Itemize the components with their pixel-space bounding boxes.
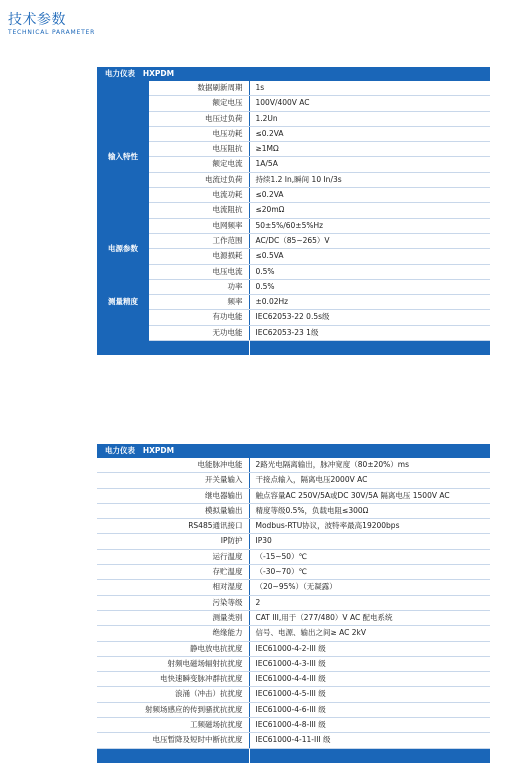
param-name: 射频电磁场辐射抗扰度 [97,656,249,671]
param-value: ≤0.2VA [249,188,490,203]
param-value: IEC61000-4-5-III 级 [249,687,490,702]
param-value: ≤0.5VA [249,249,490,264]
table-row [97,203,490,218]
param-name: 工频磁场抗扰度 [97,718,249,733]
param-value: 精度等级0.5%，负载电阻≤300Ω [249,503,490,518]
param-value: （-15~50）℃ [249,549,490,564]
param-name: 浪涌（冲击）抗扰度 [97,687,249,702]
param-name: 继电器输出 [97,488,249,503]
param-value: 1A/5A [249,157,490,172]
table-footer-cell [97,341,249,356]
param-name: IP防护 [97,534,249,549]
param-name: 电压暂降及短时中断抗扰度 [97,733,249,748]
header-model: HXPDM [142,69,175,78]
table-row [97,279,490,294]
table-row [97,687,490,702]
table-row [97,702,490,717]
table-row [97,218,490,233]
param-name: 电压阻抗 [149,142,249,157]
table-row [97,733,490,748]
table-header-cell [97,444,490,458]
table-row [97,188,490,203]
table-header-row [97,444,490,458]
param-value: （-30~70）℃ [249,565,490,580]
table-row [97,641,490,656]
param-name: 数据刷新周期 [149,81,249,96]
param-name: 射频场感应的传到骚扰抗扰度 [97,702,249,717]
table-row [97,718,490,733]
table-row [97,549,490,564]
table-row [97,672,490,687]
table-row [97,111,490,126]
param-name: 电压电流 [149,264,249,279]
param-value: Modbus-RTU协议，波特率最高19200bps [249,519,490,534]
input-spec-table [97,67,490,355]
param-value: 1s [249,81,490,96]
param-name: 电压功耗 [149,126,249,141]
table-footer-cell [97,748,249,763]
param-name: 电网频率 [149,218,249,233]
table-footer-row [97,341,490,356]
table-header-cell [97,67,490,81]
table-row [97,233,490,248]
param-name: 绝缘能力 [97,626,249,641]
table-row [97,325,490,340]
param-value: 持续1.2 In,瞬间 10 In/3s [249,172,490,187]
param-value: IP30 [249,534,490,549]
table-row [97,503,490,518]
header-label: 电力仪表 [105,69,135,78]
page-title: 技术参数 [8,12,66,28]
param-name: 存贮温度 [97,565,249,580]
param-name: 额定电流 [149,157,249,172]
table-row [97,626,490,641]
param-name: 有功电能 [149,310,249,325]
table-row [97,610,490,625]
group-label: 电源参数 [97,233,149,264]
table-row [97,142,490,157]
header-spacer [135,446,143,455]
param-value: 2路光电隔离输出，脉冲宽度（80±20%）ms [249,458,490,473]
param-value: CAT III,用于（277/480）V AC 配电系统 [249,610,490,625]
param-value: AC/DC（85~265）V [249,233,490,248]
param-value: 0.5% [249,264,490,279]
page-header [8,12,95,36]
param-value: 触点容量AC 250V/5A或DC 30V/5A 隔离电压 1500V AC [249,488,490,503]
param-value: 信号、电源、输出之间≥ AC 2kV [249,626,490,641]
table-row [97,126,490,141]
header-spacer [135,69,143,78]
param-name: 频率 [149,295,249,310]
table-footer-row [97,748,490,763]
table-row [97,295,490,310]
param-name: 工作范围 [149,233,249,248]
param-name: 电源损耗 [149,249,249,264]
table-row [97,595,490,610]
param-name: 电快速瞬变脉冲群抗扰度 [97,672,249,687]
param-name: 电能脉冲电能 [97,458,249,473]
param-name: 开关量输入 [97,473,249,488]
param-name: 电流功耗 [149,188,249,203]
table-row [97,458,490,473]
param-name: 相对湿度 [97,580,249,595]
group-label: 输入特性 [97,81,149,233]
group-label: 测量精度 [97,264,149,340]
table-row [97,249,490,264]
param-value: ±0.02Hz [249,295,490,310]
param-value: IEC61000-4-6-III 级 [249,702,490,717]
param-value: 1.2Un [249,111,490,126]
table-row [97,656,490,671]
param-name: 污染等级 [97,595,249,610]
param-value: IEC61000-4-8-III 级 [249,718,490,733]
table-footer-cell [249,748,490,763]
param-value: IEC61000-4-3-III 级 [249,656,490,671]
param-name: 额定电压 [149,96,249,111]
param-value: IEC61000-4-4-III 级 [249,672,490,687]
table-row [97,580,490,595]
header-label: 电力仪表 [105,446,135,455]
header-model: HXPDM [142,446,175,455]
table-row [97,96,490,111]
table-row [97,157,490,172]
param-value: （20~95%）（无凝露） [249,580,490,595]
param-value: 100V/400V AC [249,96,490,111]
table-row [97,264,490,279]
table-row [97,473,490,488]
table-row [97,172,490,187]
param-name: RS485通讯接口 [97,519,249,534]
param-name: 静电放电抗扰度 [97,641,249,656]
param-value: 干接点输入，隔离电压2000V AC [249,473,490,488]
param-value: ≥1MΩ [249,142,490,157]
table-header-row [97,67,490,81]
table-footer-cell [249,341,490,356]
table-row [97,534,490,549]
param-value: IEC61000-4-11-III 级 [249,733,490,748]
param-name: 测量类别 [97,610,249,625]
page-subtitle: TECHNICAL PARAMETER [8,29,96,36]
param-value: IEC61000-4-2-III 级 [249,641,490,656]
param-value: 50±5%/60±5%Hz [249,218,490,233]
param-value: IEC62053-23 1级 [249,325,490,340]
param-name: 功率 [149,279,249,294]
param-name: 电压过负荷 [149,111,249,126]
param-value: ≤20mΩ [249,203,490,218]
param-name: 模拟量输出 [97,503,249,518]
general-spec-table [97,444,490,763]
param-name: 电流过负荷 [149,172,249,187]
param-value: 0.5% [249,279,490,294]
param-name: 运行温度 [97,549,249,564]
param-value: ≤0.2VA [249,126,490,141]
table-row [97,519,490,534]
param-name: 无功电能 [149,325,249,340]
table-row [97,310,490,325]
table-row [97,81,490,96]
param-value: 2 [249,595,490,610]
table-row [97,565,490,580]
table-row [97,488,490,503]
param-value: IEC62053-22 0.5s级 [249,310,490,325]
param-name: 电流阻抗 [149,203,249,218]
